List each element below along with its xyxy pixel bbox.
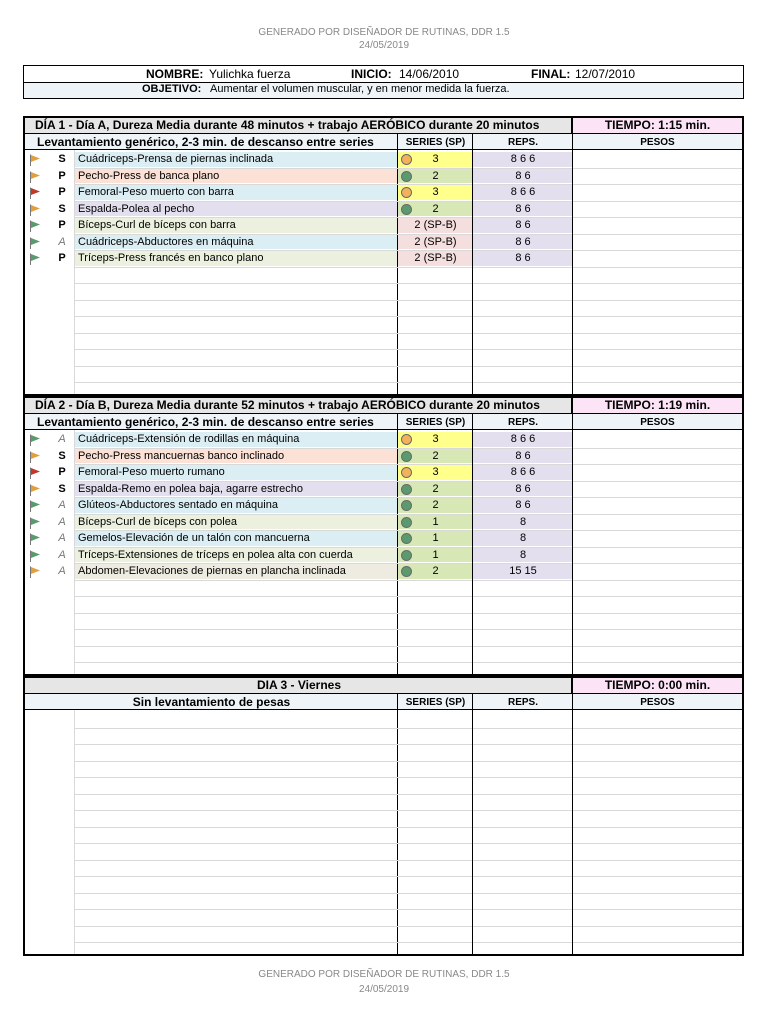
flag-icon [29, 203, 41, 215]
exercise-row[interactable] [25, 151, 746, 168]
flag-icon [29, 516, 41, 528]
column-divider [472, 694, 473, 954]
exercise-row[interactable] [25, 431, 746, 448]
grid-line [573, 843, 742, 844]
grid-line [573, 744, 742, 745]
grid-line [473, 761, 572, 762]
grid-line [473, 613, 572, 614]
grid-line [573, 827, 742, 828]
reps-value: 8 6 6 [510, 153, 536, 165]
grid-line [573, 283, 742, 284]
grid-line [473, 893, 572, 894]
grid-line [398, 794, 472, 795]
objective-value: Aumentar el volumen muscular, y en menor medida la fuerza. [210, 83, 510, 95]
series-value: 3 [432, 153, 439, 165]
grid-line [473, 942, 572, 943]
exercise-row[interactable] [25, 168, 746, 185]
exercise-name: Glúteos-Abductores sentado en máquina [78, 499, 278, 511]
pesos-cell[interactable] [573, 481, 742, 497]
pesos-cell[interactable] [573, 431, 742, 447]
reps-value: 8 6 [515, 219, 531, 231]
grid-line [398, 662, 472, 663]
grid-line [573, 366, 742, 367]
grid-line [75, 646, 398, 647]
grid-line [473, 843, 572, 844]
grid-line [398, 860, 472, 861]
exercise-name: Femoral-Peso muerto rumano [78, 466, 225, 478]
grid-line [398, 613, 472, 614]
grid-line [75, 761, 398, 762]
pesos-cell[interactable] [573, 234, 742, 250]
exercise-row[interactable] [25, 250, 746, 267]
exercise-name: Cuádriceps-Extensión de rodillas en máquina [78, 433, 300, 445]
exercise-name: Gemelos-Elevación de un talón con mancuerna [78, 532, 310, 544]
grid-line [75, 662, 398, 663]
column-divider [572, 678, 573, 954]
exercise-row[interactable] [25, 184, 746, 201]
grid-line [473, 926, 572, 927]
end-label: FINAL: [531, 67, 571, 81]
grid-line [75, 267, 398, 268]
reps-column-header: REPS. [507, 417, 538, 428]
series-value: 3 [432, 466, 439, 478]
grid-line [398, 283, 472, 284]
grid-line [473, 580, 572, 581]
grid-line [473, 316, 572, 317]
start-value: 14/06/2010 [399, 67, 460, 81]
grid-line [75, 860, 398, 861]
exercise-name: Tríceps-Press francés en banco plano [78, 252, 264, 264]
pesos-column-header: PESOS [640, 417, 675, 428]
exercise-type-letter: A [58, 433, 66, 445]
exercise-row[interactable] [25, 497, 746, 514]
series-value: 2 (SP-B) [414, 219, 457, 231]
exercise-name: Pecho-Press de banca plano [78, 169, 220, 182]
grid-line [398, 316, 472, 317]
pesos-cell[interactable] [573, 151, 742, 167]
day-section [23, 396, 744, 676]
name-label: NOMBRE: [146, 67, 204, 81]
tiempo-cell: TIEMPO: 0:00 min. [573, 678, 742, 694]
exercise-row[interactable] [25, 514, 746, 531]
flag-icon [29, 565, 41, 577]
grid-line [473, 629, 572, 630]
grid-line [75, 382, 398, 383]
reps-value: 8 6 [515, 202, 531, 215]
exercise-name: Espalda-Remo en polea baja, agarre estrecho [78, 482, 304, 495]
series-value: 1 [432, 515, 439, 528]
grid-line [75, 827, 398, 828]
pesos-cell[interactable] [573, 514, 742, 530]
exercise-type-letter: A [58, 532, 66, 544]
exercise-name: Bíceps-Curl de bíceps con barra [78, 219, 236, 231]
exercise-type-letter: A [58, 235, 66, 248]
name-value: Yulichka fuerza [209, 67, 291, 81]
flag-icon [29, 153, 41, 165]
end-value: 12/07/2010 [575, 67, 636, 81]
series-value: 2 [432, 565, 439, 577]
day-title: DIA 3 - Viernes [256, 678, 342, 692]
grid-line [398, 349, 472, 350]
generated-by-text: GENERADO POR DISEÑADOR DE RUTINAS, DDR 1.5 [258, 27, 510, 38]
series-value: 2 (SP-B) [414, 252, 457, 264]
grid-line [473, 349, 572, 350]
grid-line [398, 629, 472, 630]
grid-line [573, 777, 742, 778]
objective-label: OBJETIVO: [142, 83, 202, 95]
start-label: INICIO: [351, 67, 392, 81]
exercise-type-letter: P [58, 169, 66, 182]
grid-line [398, 843, 472, 844]
exercise-name: Bíceps-Curl de bíceps con polea [78, 515, 237, 528]
reps-value: 8 6 [515, 499, 531, 511]
exercise-name: Pecho-Press mancuernas banco inclinado [78, 449, 285, 462]
series-value: 3 [432, 186, 439, 198]
footer-date: 24/05/2019 [358, 984, 410, 995]
header-date: 24/05/2019 [358, 40, 410, 51]
grid-line [573, 580, 742, 581]
pesos-cell[interactable] [573, 217, 742, 233]
grid-line [473, 300, 572, 301]
grid-line [75, 744, 398, 745]
grid-line [75, 942, 398, 943]
exercise-row[interactable] [25, 481, 746, 498]
series-value: 3 [432, 433, 439, 445]
grid-line [398, 596, 472, 597]
grid-line [75, 843, 398, 844]
grid-line [573, 382, 742, 383]
flag-icon [29, 450, 41, 462]
pesos-cell[interactable] [573, 250, 742, 266]
column-divider [74, 710, 75, 954]
reps-column-header: REPS. [507, 697, 538, 708]
grid-line [75, 316, 398, 317]
grid-line [573, 316, 742, 317]
grid-line [573, 662, 742, 663]
grid-line [398, 909, 472, 910]
reps-value: 8 [519, 548, 527, 561]
exercise-row[interactable] [25, 547, 746, 564]
grid-line [398, 333, 472, 334]
exercise-row[interactable] [25, 448, 746, 465]
grid-line [398, 382, 472, 383]
grid-line [398, 942, 472, 943]
exercise-type-letter: A [58, 499, 66, 511]
series-value: 2 [432, 482, 439, 495]
series-value: 2 [432, 202, 439, 215]
grid-line [398, 366, 472, 367]
grid-line [398, 728, 472, 729]
reps-value: 8 6 [515, 252, 531, 264]
reps-value: 8 6 6 [510, 433, 536, 445]
pesos-cell[interactable] [573, 464, 742, 480]
flag-icon [29, 170, 41, 182]
grid-line [473, 876, 572, 877]
exercise-type-letter: S [58, 482, 66, 495]
grid-line [473, 267, 572, 268]
grid-line [573, 893, 742, 894]
pesos-cell[interactable] [573, 168, 742, 184]
grid-line [75, 333, 398, 334]
pesos-cell[interactable] [573, 530, 742, 546]
grid-line [398, 761, 472, 762]
reps-value: 8 [519, 515, 527, 528]
grid-line [573, 646, 742, 647]
reps-column-header: REPS. [507, 137, 538, 148]
reps-value: 8 6 [515, 169, 531, 182]
exercise-type-letter: P [58, 466, 66, 478]
tiempo-cell: TIEMPO: 1:19 min. [573, 398, 742, 414]
day-subtitle: Levantamiento genérico, 2-3 min. de descanso entre series [37, 415, 374, 429]
grid-line [398, 267, 472, 268]
grid-line [75, 629, 398, 630]
exercise-row[interactable] [25, 201, 746, 218]
pesos-cell[interactable] [573, 547, 742, 563]
exercise-name: Tríceps-Extensiones de tríceps en polea alta con cuerda [78, 548, 353, 561]
exercise-name: Cuádriceps-Prensa de piernas inclinada [78, 153, 274, 165]
day-subtitle: Sin levantamiento de pesas [132, 695, 291, 709]
grid-line [398, 300, 472, 301]
grid-line [75, 366, 398, 367]
grid-line [75, 794, 398, 795]
flag-icon [29, 532, 41, 544]
series-value: 2 [432, 169, 439, 182]
grid-line [573, 876, 742, 877]
reps-value: 8 [519, 532, 527, 544]
grid-line [75, 909, 398, 910]
pesos-column-header: PESOS [640, 697, 675, 708]
day-section [23, 116, 744, 396]
exercise-type-letter: P [58, 186, 66, 198]
series-value: 1 [432, 532, 439, 544]
series-column-header: SERIES (SP) [405, 137, 466, 148]
grid-line [398, 777, 472, 778]
grid-line [473, 909, 572, 910]
reps-value: 8 6 6 [510, 186, 536, 198]
grid-line [573, 349, 742, 350]
grid-line [473, 596, 572, 597]
exercise-type-letter: P [58, 219, 66, 231]
reps-value: 8 6 [515, 235, 531, 248]
grid-line [75, 810, 398, 811]
exercise-name: Cuádriceps-Abductores en máquina [78, 235, 254, 248]
reps-value: 8 6 [515, 449, 531, 462]
grid-line [398, 876, 472, 877]
pesos-cell[interactable] [573, 201, 742, 217]
day-title: DÍA 2 - Día B, Dureza Media durante 52 minutos + trabajo AERÓBICO durante 20 minutos [35, 398, 540, 412]
grid-line [573, 728, 742, 729]
grid-line [473, 366, 572, 367]
grid-line [473, 283, 572, 284]
flag-icon [29, 499, 41, 511]
pesos-cell[interactable] [573, 184, 742, 200]
grid-line [573, 926, 742, 927]
exercise-type-letter: S [58, 449, 66, 462]
grid-line [573, 596, 742, 597]
grid-line [573, 267, 742, 268]
grid-line [473, 777, 572, 778]
exercise-type-letter: A [58, 565, 66, 577]
grid-line [473, 728, 572, 729]
reps-value: 8 6 [515, 482, 531, 495]
grid-line [473, 646, 572, 647]
footer-generated-text: GENERADO POR DISEÑADOR DE RUTINAS, DDR 1.5 [258, 969, 510, 980]
exercise-type-letter: A [58, 515, 66, 528]
pesos-cell[interactable] [573, 563, 742, 579]
grid-line [398, 744, 472, 745]
series-value: 2 (SP-B) [414, 235, 457, 248]
grid-line [573, 300, 742, 301]
info-box [23, 65, 744, 99]
grid-line [75, 580, 398, 581]
flag-icon [29, 219, 41, 231]
grid-line [75, 728, 398, 729]
grid-line [573, 761, 742, 762]
reps-value: 8 6 6 [510, 466, 536, 478]
grid-line [473, 860, 572, 861]
flag-icon [29, 549, 41, 561]
grid-line [573, 909, 742, 910]
grid-line [573, 333, 742, 334]
grid-line [398, 827, 472, 828]
exercise-row[interactable] [25, 530, 746, 547]
day-subtitle: Levantamiento genérico, 2-3 min. de descanso entre series [37, 135, 374, 149]
grid-line [473, 333, 572, 334]
exercise-name: Espalda-Polea al pecho [78, 202, 195, 215]
exercise-name: Abdomen-Elevaciones de piernas en plancha inclinada [78, 565, 346, 577]
grid-line [573, 860, 742, 861]
grid-line [75, 283, 398, 284]
exercise-row[interactable] [25, 563, 746, 580]
grid-line [75, 300, 398, 301]
exercise-row[interactable] [25, 464, 746, 481]
series-value: 2 [432, 449, 439, 462]
grid-line [75, 777, 398, 778]
series-value: 2 [432, 499, 439, 511]
series-column-header: SERIES (SP) [405, 697, 466, 708]
exercise-type-letter: P [58, 252, 66, 264]
grid-line [398, 926, 472, 927]
pesos-column-header: PESOS [640, 137, 675, 148]
grid-line [473, 662, 572, 663]
grid-line [75, 893, 398, 894]
flag-icon [29, 236, 41, 248]
pesos-cell[interactable] [573, 497, 742, 513]
day-title: DÍA 1 - Día A, Dureza Media durante 48 minutos + trabajo AERÓBICO durante 20 minutos [35, 118, 540, 132]
grid-line [398, 810, 472, 811]
grid-line [573, 942, 742, 943]
reps-value: 15 15 [509, 565, 537, 577]
grid-line [398, 646, 472, 647]
flag-icon [29, 433, 41, 445]
exercise-type-letter: A [58, 548, 66, 561]
flag-icon [29, 252, 41, 264]
exercise-type-letter: S [58, 202, 66, 215]
flag-icon [29, 483, 41, 495]
day-section [23, 676, 744, 956]
grid-line [75, 596, 398, 597]
grid-line [573, 794, 742, 795]
grid-line [473, 794, 572, 795]
exercise-type-letter: S [58, 153, 66, 165]
grid-line [75, 349, 398, 350]
grid-line [75, 876, 398, 877]
series-column-header: SERIES (SP) [405, 417, 466, 428]
exercise-name: Femoral-Peso muerto con barra [78, 186, 234, 198]
flag-icon [29, 186, 41, 198]
flag-icon [29, 466, 41, 478]
grid-line [473, 827, 572, 828]
tiempo-cell: TIEMPO: 1:15 min. [573, 118, 742, 134]
grid-line [75, 926, 398, 927]
grid-line [573, 613, 742, 614]
grid-line [573, 810, 742, 811]
grid-line [473, 744, 572, 745]
grid-line [75, 613, 398, 614]
grid-line [398, 580, 472, 581]
exercise-row[interactable] [25, 234, 746, 251]
pesos-cell[interactable] [573, 448, 742, 464]
grid-line [573, 629, 742, 630]
column-divider [397, 694, 398, 954]
grid-line [473, 382, 572, 383]
exercise-row[interactable] [25, 217, 746, 234]
series-value: 1 [432, 548, 439, 561]
grid-line [473, 810, 572, 811]
grid-line [398, 893, 472, 894]
